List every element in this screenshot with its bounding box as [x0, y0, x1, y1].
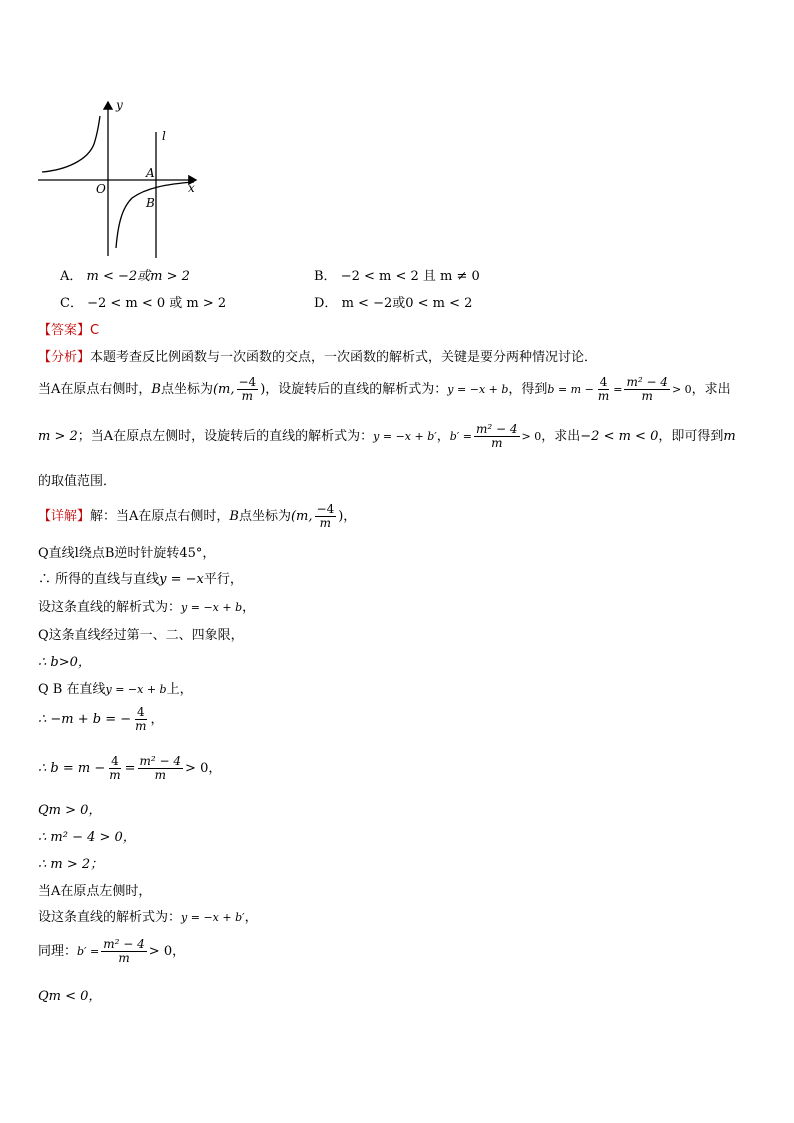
option-c-text: −2 < m < 0 或 m > 2 [87, 296, 227, 311]
fraction-4-m [107, 755, 122, 782]
frac-num: m² − 4 [139, 754, 182, 768]
frac-num: 4 [599, 375, 608, 389]
frac-num: 4 [111, 754, 119, 768]
detail-text: ， [150, 712, 164, 727]
option-a-text: m < −2或m > 2 [86, 269, 190, 284]
analysis-tag: 【分析】 [38, 350, 91, 365]
frac-den: m [135, 719, 147, 733]
equation: ∴ b = m − [38, 761, 106, 776]
frac-num: −4 [238, 375, 257, 389]
frac-den: m [491, 436, 503, 450]
option-b-text: −2 < m < 2 且 m ≠ 0 [340, 269, 480, 284]
detail-line-8 [38, 706, 164, 733]
detail-text: 解：当A在原点右侧时， [90, 509, 230, 524]
coord-fraction [315, 503, 337, 530]
analysis-line-4 [38, 470, 116, 489]
line-l-label: l [162, 129, 166, 143]
frac-den: m [109, 768, 121, 782]
option-c[interactable] [60, 292, 226, 311]
detail-text: ∴ m > 2； [38, 857, 104, 872]
variable-m: m [723, 429, 736, 444]
detail-text: ∴ b>0， [38, 655, 91, 670]
fraction-m2-4-m [474, 423, 520, 450]
option-a[interactable] [60, 265, 190, 284]
detail-line-16 [38, 985, 101, 1004]
equation: y = −x + b [447, 383, 509, 396]
frac-den: m [154, 768, 166, 782]
analysis-text: ；当A在原点左侧时，设旋转后的直线的解析式为： [77, 429, 374, 444]
detail-text: ， [244, 910, 258, 925]
option-d-text: m < −2或0 < m < 2 [341, 296, 473, 311]
answer-value: C [90, 323, 100, 338]
point-b-label: B [146, 196, 155, 210]
analysis-text: 点坐标为 [160, 382, 213, 397]
detail-text: 点坐标为 [238, 509, 291, 524]
equation: y = −x [159, 572, 204, 587]
detail-text: Q这条直线经过第一、二、四象限， [38, 628, 244, 643]
fraction-4-m [133, 706, 148, 733]
analysis-line-3 [38, 423, 736, 450]
coord-close: ) [338, 509, 344, 524]
frac-den: m [319, 516, 332, 530]
detail-text: 上， [166, 682, 193, 697]
origin-label: O [96, 182, 106, 196]
fraction-m2-4-m [101, 938, 147, 965]
gt-zero: > 0 [185, 761, 209, 776]
y-axis-label: y [116, 98, 123, 112]
equation: y = −x + b′ [181, 911, 245, 924]
analysis-text: 的取值范围． [38, 474, 117, 489]
detail-line-2 [38, 542, 215, 561]
detail-text: 设这条直线的解析式为： [38, 600, 182, 615]
inequality: m > 2 [38, 429, 78, 444]
option-b-letter: B． [314, 269, 337, 284]
equation: b = m − [547, 383, 594, 396]
point-a-label: A [146, 166, 155, 180]
analysis-text: ，求出 [691, 382, 731, 397]
hyperbola-branch-left [42, 116, 100, 172]
x-axis-label: x [188, 181, 195, 195]
analysis-line-2 [38, 376, 731, 403]
function-graph [36, 96, 206, 261]
equation: b′ = [449, 430, 473, 443]
coord-fraction [237, 376, 259, 403]
coord-open: (m, [212, 382, 235, 397]
fraction-m2-4-m [624, 376, 670, 403]
answer-tag: 【答案】 [38, 323, 91, 338]
fraction-4-m [596, 376, 611, 403]
detail-text: ， [208, 761, 222, 776]
equation: y = −x + b [181, 601, 243, 614]
detail-text: Q直线l绕点B逆时针旋转45°， [38, 546, 216, 561]
detail-line-13 [38, 880, 151, 899]
detail-line-15 [38, 938, 185, 965]
analysis-line-1 [38, 346, 597, 365]
detail-line-12 [38, 853, 103, 872]
analysis-text: ，设旋转后的直线的解析式为： [265, 382, 448, 397]
analysis-text: ，得到 [508, 382, 548, 397]
coord-open: (m, [290, 509, 313, 524]
frac-num: m² − 4 [626, 375, 668, 389]
detail-line-4 [38, 596, 255, 615]
answer-line [38, 319, 99, 338]
analysis-var-b: B [151, 382, 161, 397]
option-a-letter: A． [60, 269, 83, 284]
detail-line-1 [38, 503, 356, 530]
gt-zero: > 0 [148, 944, 173, 959]
detail-text: ， [343, 509, 357, 524]
detail-text: ， [242, 600, 256, 615]
frac-den: m [597, 389, 610, 403]
detail-line-6 [38, 651, 91, 670]
detail-text: ， [172, 944, 186, 959]
option-d-letter: D． [314, 296, 338, 311]
coord-close: ) [260, 382, 266, 397]
detail-text: 同理： [38, 944, 78, 959]
equation: ∴ −m + b = − [38, 712, 132, 727]
detail-text: ∴ 所得的直线与直线 [38, 572, 160, 587]
detail-line-5 [38, 624, 244, 643]
detail-var-b: B [229, 509, 239, 524]
detail-line-7 [38, 678, 193, 697]
equals: = [124, 761, 136, 776]
detail-line-10 [38, 799, 101, 818]
detail-text: ∴ m² − 4 > 0， [38, 830, 136, 845]
fraction-m2-4-m [138, 755, 184, 782]
detail-line-11 [38, 826, 136, 845]
detail-line-9 [38, 755, 221, 782]
frac-num: m² − 4 [103, 937, 145, 951]
detail-tag: 【详解】 [38, 509, 91, 524]
detail-text: 平行， [203, 572, 243, 587]
inequality: −2 < m < 0 [580, 429, 659, 444]
hyperbola-branch-right [116, 182, 194, 248]
equation: b′ = [77, 945, 100, 958]
option-b[interactable] [314, 265, 480, 284]
detail-line-3 [38, 568, 243, 587]
frac-den: m [641, 389, 653, 403]
gt-zero: > 0 [521, 430, 542, 443]
analysis-text: ，求出 [541, 429, 581, 444]
frac-num: m² − 4 [476, 422, 518, 436]
frac-den: m [241, 389, 254, 403]
equation: y = −x + b′ [373, 430, 437, 443]
detail-text: 当A在原点左侧时， [38, 884, 152, 899]
frac-num: 4 [137, 705, 145, 719]
frac-den: m [118, 951, 130, 965]
gt-zero: > 0 [671, 383, 692, 396]
analysis-text: ，即可得到 [658, 429, 724, 444]
analysis-text-1: 本题考查反比例函数与一次函数的交点，一次函数的解析式，关键是要分两种情况讨论． [90, 350, 598, 365]
detail-text: Qm > 0， [38, 803, 102, 818]
equals: = [613, 383, 623, 396]
detail-text: Q B 在直线 [38, 682, 106, 697]
option-d[interactable] [314, 292, 472, 311]
frac-num: −4 [316, 502, 335, 516]
option-c-letter: C． [60, 296, 83, 311]
detail-text: Qm < 0， [38, 989, 102, 1004]
detail-line-14 [38, 906, 258, 925]
equation: y = −x + b [105, 683, 167, 696]
analysis-text: ， [436, 429, 450, 444]
detail-text: 设这条直线的解析式为： [38, 910, 182, 925]
analysis-text: 当A在原点右侧时， [38, 382, 152, 397]
